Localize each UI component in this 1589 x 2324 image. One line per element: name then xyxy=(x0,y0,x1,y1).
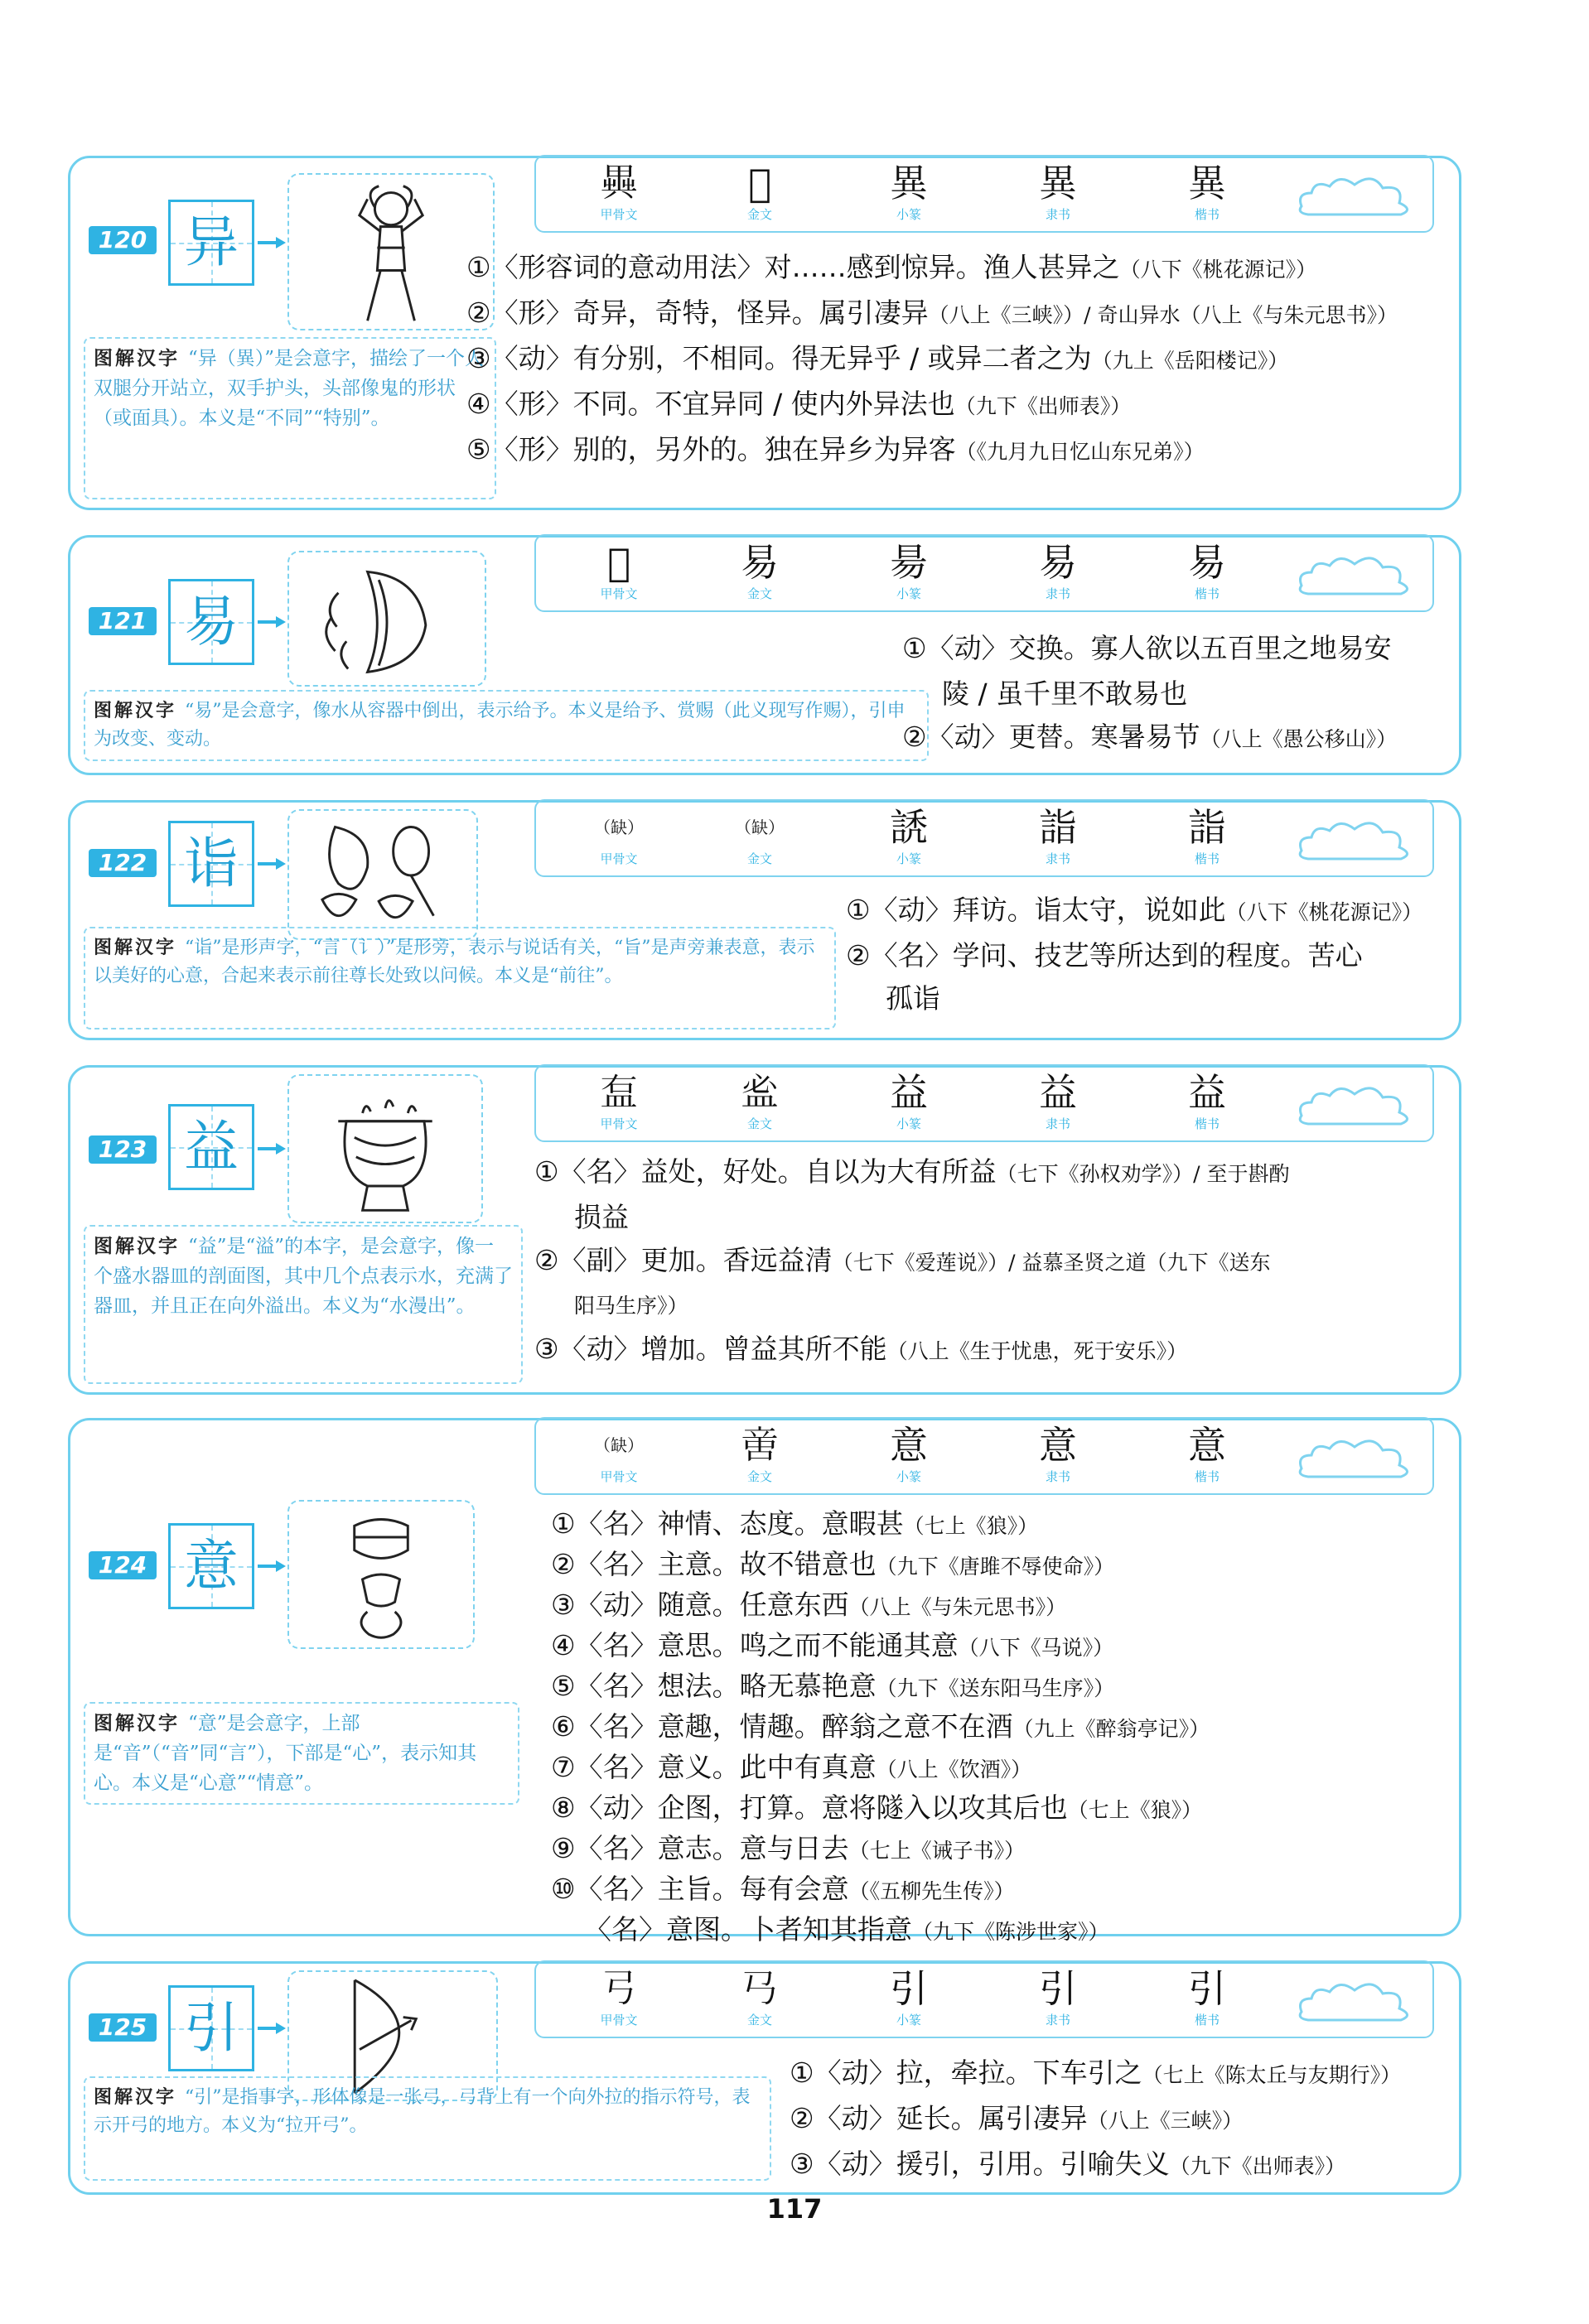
entry-124 xyxy=(68,1418,1461,1946)
headword: 意 xyxy=(184,1534,239,1598)
entry-120 xyxy=(68,156,1461,510)
script-bronze: 𠶷 金文 xyxy=(741,1423,779,1484)
script-regular: 益 楷书 xyxy=(1188,1070,1226,1131)
cloud-icon xyxy=(1293,1078,1418,1129)
arrow-icon xyxy=(258,236,286,249)
arrow-icon xyxy=(258,857,286,870)
definition: ④〈名〉意思。鸣之而不能通其意（八下《马说》） xyxy=(551,1629,1114,1661)
explanation-text: “异（異）”是会意字，描绘了一个人双腿分开站立，双手护头，头部像鬼的形状（或面具）。本义是“不同”“特别”。 xyxy=(94,348,485,429)
script-forms xyxy=(534,534,1434,612)
definitions xyxy=(846,889,1422,1020)
definition: ⑨〈名〉意志。意与日去（七上《诫子书》） xyxy=(551,1832,1026,1864)
entry-number: 122 xyxy=(89,849,157,877)
illustration-dancer xyxy=(287,173,495,330)
script-seal: 益 小篆 xyxy=(890,1070,928,1131)
script-regular: 意 楷书 xyxy=(1188,1423,1226,1484)
headword-box xyxy=(168,1104,254,1190)
page-number: 117 xyxy=(766,2193,823,2225)
entry-123 xyxy=(68,1065,1461,1395)
headword: 诣 xyxy=(184,832,239,895)
definition: 损益 xyxy=(574,1201,629,1233)
definition: 阳马生序》） xyxy=(574,1294,688,1318)
entry-number: 124 xyxy=(89,1551,157,1579)
script-clerical: 意 隶书 xyxy=(1039,1423,1077,1484)
script-bronze: 𢎘 金文 xyxy=(741,1966,779,2027)
arrow-icon xyxy=(258,2022,286,2035)
headword: 异 xyxy=(184,210,239,274)
definition: ②〈动〉延长。属引凄异（八上《三峡》） xyxy=(790,2102,1244,2134)
script-bronze: 𥁑 金文 xyxy=(741,1070,779,1131)
definition: ⑩〈名〉主旨。每有会意（《五柳先生传》） xyxy=(551,1873,1015,1905)
cloud-icon xyxy=(1293,1974,1418,2025)
definition: ②〈形〉奇异，奇特，怪异。属引凄异（八上《三峡》）/ 奇山异水（八上《与朱元思书》） xyxy=(466,297,1398,329)
explanation-box: 图解汉字 “益”是“溢”的本字，是会意字，像一个盛水器皿的剖面图，其中几个点表示水，充满了器皿，并且正在向外溢出。本义为“水漫出”。 xyxy=(84,1225,523,1384)
definition: 陵 / 虽千里不敢易也 xyxy=(942,677,1188,710)
headword-box xyxy=(168,1523,254,1609)
illustration-vessel-overflow xyxy=(287,1074,483,1223)
script-regular: 詣 楷书 xyxy=(1188,805,1226,866)
script-forms xyxy=(534,1960,1434,2038)
entry-number: 121 xyxy=(89,607,157,635)
definition: 〈名〉意图。卜者知其指意（九下《陈涉世家》） xyxy=(584,1913,1109,1946)
entry-122 xyxy=(68,800,1461,1040)
explanation-text: “益”是“溢”的本字，是会意字，像一个盛水器皿的剖面图，其中几个点表示水，充满了器皿，并且正在向外溢出。本义为“水漫出”。 xyxy=(94,1236,513,1317)
definition: ①〈动〉拜访。诣太守，说如此（八下《桃花源记》） xyxy=(846,894,1423,926)
cloud-icon xyxy=(1293,812,1418,864)
definition: 孤诣 xyxy=(886,982,940,1015)
explanation-box: 图解汉字 “引”是指事字，形体像是一张弓，弓背上有一个向外拉的指示符号，表示开弓的地方。本义为“拉开弓”。 xyxy=(84,2076,771,2181)
script-oracle: （缺） 甲骨文 xyxy=(594,1435,644,1484)
arrow-icon xyxy=(258,1560,286,1573)
script-forms xyxy=(534,1417,1434,1495)
cloud-icon xyxy=(1293,547,1418,599)
definition: ⑦〈名〉意义。此中有真意（八上《饮酒》） xyxy=(551,1751,1032,1783)
definition: ③〈动〉有分别，不相同。得无异乎 / 或异二者之为（九上《岳阳楼记》） xyxy=(466,342,1289,374)
script-seal: 引 小篆 xyxy=(890,1966,928,2027)
explanation-box: 图解汉字 “异（異）”是会意字，描绘了一个人双腿分开站立，双手护头，头部像鬼的形状（或面具）。本义是“不同”“特别”。 xyxy=(84,337,496,499)
arrow-icon xyxy=(258,1142,286,1155)
definitions xyxy=(790,2052,1401,2188)
entry-number: 120 xyxy=(89,226,157,254)
script-oracle: 𠔱 甲骨文 xyxy=(600,161,638,222)
headword: 引 xyxy=(184,1996,239,2060)
definition: ④〈形〉不同。不宜异同 / 使内外异法也（九下《出师表》） xyxy=(466,388,1132,420)
script-regular: 易 楷书 xyxy=(1188,540,1226,601)
explanation-box: 图解汉字 “易”是会意字，像水从容器中倒出，表示给予。本义是给予、赏赐（此义现写作赐），引申为改变、变动。 xyxy=(84,690,929,761)
explanation-text: “易”是会意字，像水从容器中倒出，表示给予。本义是给予、赏赐（此义现写作赐），引申为改变、变动。 xyxy=(94,701,906,750)
definition: ②〈动〉更替。寒暑易节（八上《愚公移山》） xyxy=(902,721,1398,753)
script-clerical: 異 隶书 xyxy=(1039,161,1077,222)
arrow-icon xyxy=(258,615,286,629)
definition: ①〈名〉益处，好处。自以为大有所益（七下《孙权劝学》）/ 至于斟酌 xyxy=(534,1155,1290,1188)
definition: ①〈动〉交换。寡人欲以五百里之地易安 xyxy=(902,632,1392,664)
illustration-mouth-spoon xyxy=(287,809,478,940)
script-regular: 異 楷书 xyxy=(1188,161,1226,222)
script-seal: 䛢 小篆 xyxy=(890,805,928,866)
definition: ⑥〈名〉意趣，情趣。醉翁之意不在酒（九上《醉翁亭记》） xyxy=(551,1710,1210,1743)
headword: 益 xyxy=(184,1115,239,1179)
script-seal: 異 小篆 xyxy=(890,161,928,222)
entry-125 xyxy=(68,1961,1461,2195)
definitions xyxy=(551,1505,1210,1951)
entry-number: 125 xyxy=(89,2013,157,2042)
script-forms xyxy=(534,1064,1434,1142)
definition: ⑤〈形〉别的，另外的。独在异乡为异客（《九月九日忆山东兄弟》） xyxy=(466,433,1205,465)
explanation-text: “引”是指事字，形体像是一张弓，弓背上有一个向外拉的指示符号，表示开弓的地方。本义为“拉开弓”。 xyxy=(94,2087,751,2136)
entry-number: 123 xyxy=(89,1135,157,1164)
script-forms xyxy=(534,799,1434,877)
script-seal: 意 小篆 xyxy=(890,1423,928,1484)
definitions xyxy=(534,1150,1289,1373)
script-forms xyxy=(534,155,1434,233)
script-regular: 引 楷书 xyxy=(1188,1966,1226,2027)
script-oracle: 𥁓 甲骨文 xyxy=(600,1070,638,1131)
definition: ①〈名〉神情、态度。意暇甚（七上《狼》） xyxy=(551,1507,1039,1540)
script-seal: 昜 小篆 xyxy=(890,540,928,601)
cloud-icon xyxy=(1293,168,1418,219)
definition: ②〈名〉学问、技艺等所达到的程度。苦心 xyxy=(846,939,1363,972)
script-clerical: 詣 隶书 xyxy=(1039,805,1077,866)
definitions xyxy=(902,627,1397,761)
script-oracle: 𢎗 甲骨文 xyxy=(600,1966,638,2027)
illustration-mouth-heart xyxy=(287,1500,475,1649)
script-oracle: （缺） 甲骨文 xyxy=(594,817,644,866)
illustration-pouring-vessel xyxy=(287,551,486,687)
definition: ①〈形容词的意动用法〉对……感到惊异。渔人甚异之（八下《桃花源记》） xyxy=(466,251,1317,283)
headword-box xyxy=(168,579,254,665)
definitions xyxy=(466,246,1398,474)
definition: ⑧〈动〉企图，打算。意将隧入以攻其后也（七上《狼》） xyxy=(551,1791,1203,1824)
explanation-text: “意”是会意字，上部是“音”（“音”同“言”），下部是“心”，表示知其心。本义是“心意”“情意”。 xyxy=(94,1713,477,1794)
entry-121 xyxy=(68,535,1461,775)
script-clerical: 益 隶书 xyxy=(1039,1070,1077,1131)
explanation-box: 图解汉字 “意”是会意字，上部是“音”（“音”同“言”），下部是“心”，表示知其心。本义是“心意”“情意”。 xyxy=(84,1702,519,1805)
explanation-text: “诣”是形声字，“言（讠）”是形旁，表示与说话有关，“旨”是声旁兼表意，表示以美好的心意，合起来表示前往尊长处致以问候。本义是“前往”。 xyxy=(94,938,815,986)
headword-box xyxy=(168,1985,254,2071)
script-clerical: 引 隶书 xyxy=(1039,1966,1077,2027)
headword-box xyxy=(168,821,254,907)
script-bronze: 𢀳 金文 xyxy=(746,161,772,222)
script-bronze: （缺） 金文 xyxy=(735,817,785,866)
definition: ②〈名〉主意。故不错意也（九下《唐雎不辱使命》） xyxy=(551,1548,1115,1580)
headword: 易 xyxy=(184,590,239,653)
definition: ①〈动〉拉，牵拉。下车引之（七上《陈太丘与友期行》） xyxy=(790,2056,1402,2089)
cloud-icon xyxy=(1293,1430,1418,1482)
definition: ③〈动〉随意。任意东西（八上《与朱元思书》） xyxy=(551,1589,1067,1621)
script-oracle: 𣥝 甲骨文 xyxy=(600,540,638,601)
definition: ③〈动〉增加。曾益其所不能（八上《生于忧患，死于安乐》） xyxy=(534,1333,1188,1365)
explanation-box: 图解汉字 “诣”是形声字，“言（讠）”是形旁，表示与说话有关，“旨”是声旁兼表意，表示以美好的心意，合起来表示前往尊长处致以问候。本义是“前往”。 xyxy=(84,927,836,1029)
definition: ②〈副〉更加。香远益清（七下《爱莲说》）/ 益慕圣贤之道（九下《送东 xyxy=(534,1244,1271,1276)
headword-box xyxy=(168,200,254,286)
definition: ③〈动〉援引，引用。引喻失义（九下《出师表》） xyxy=(790,2148,1346,2180)
script-bronze: 易 金文 xyxy=(741,540,779,601)
definition: ⑤〈名〉想法。略无慕艳意（九下《送东阳马生序》） xyxy=(551,1670,1115,1702)
script-clerical: 易 隶书 xyxy=(1039,540,1077,601)
